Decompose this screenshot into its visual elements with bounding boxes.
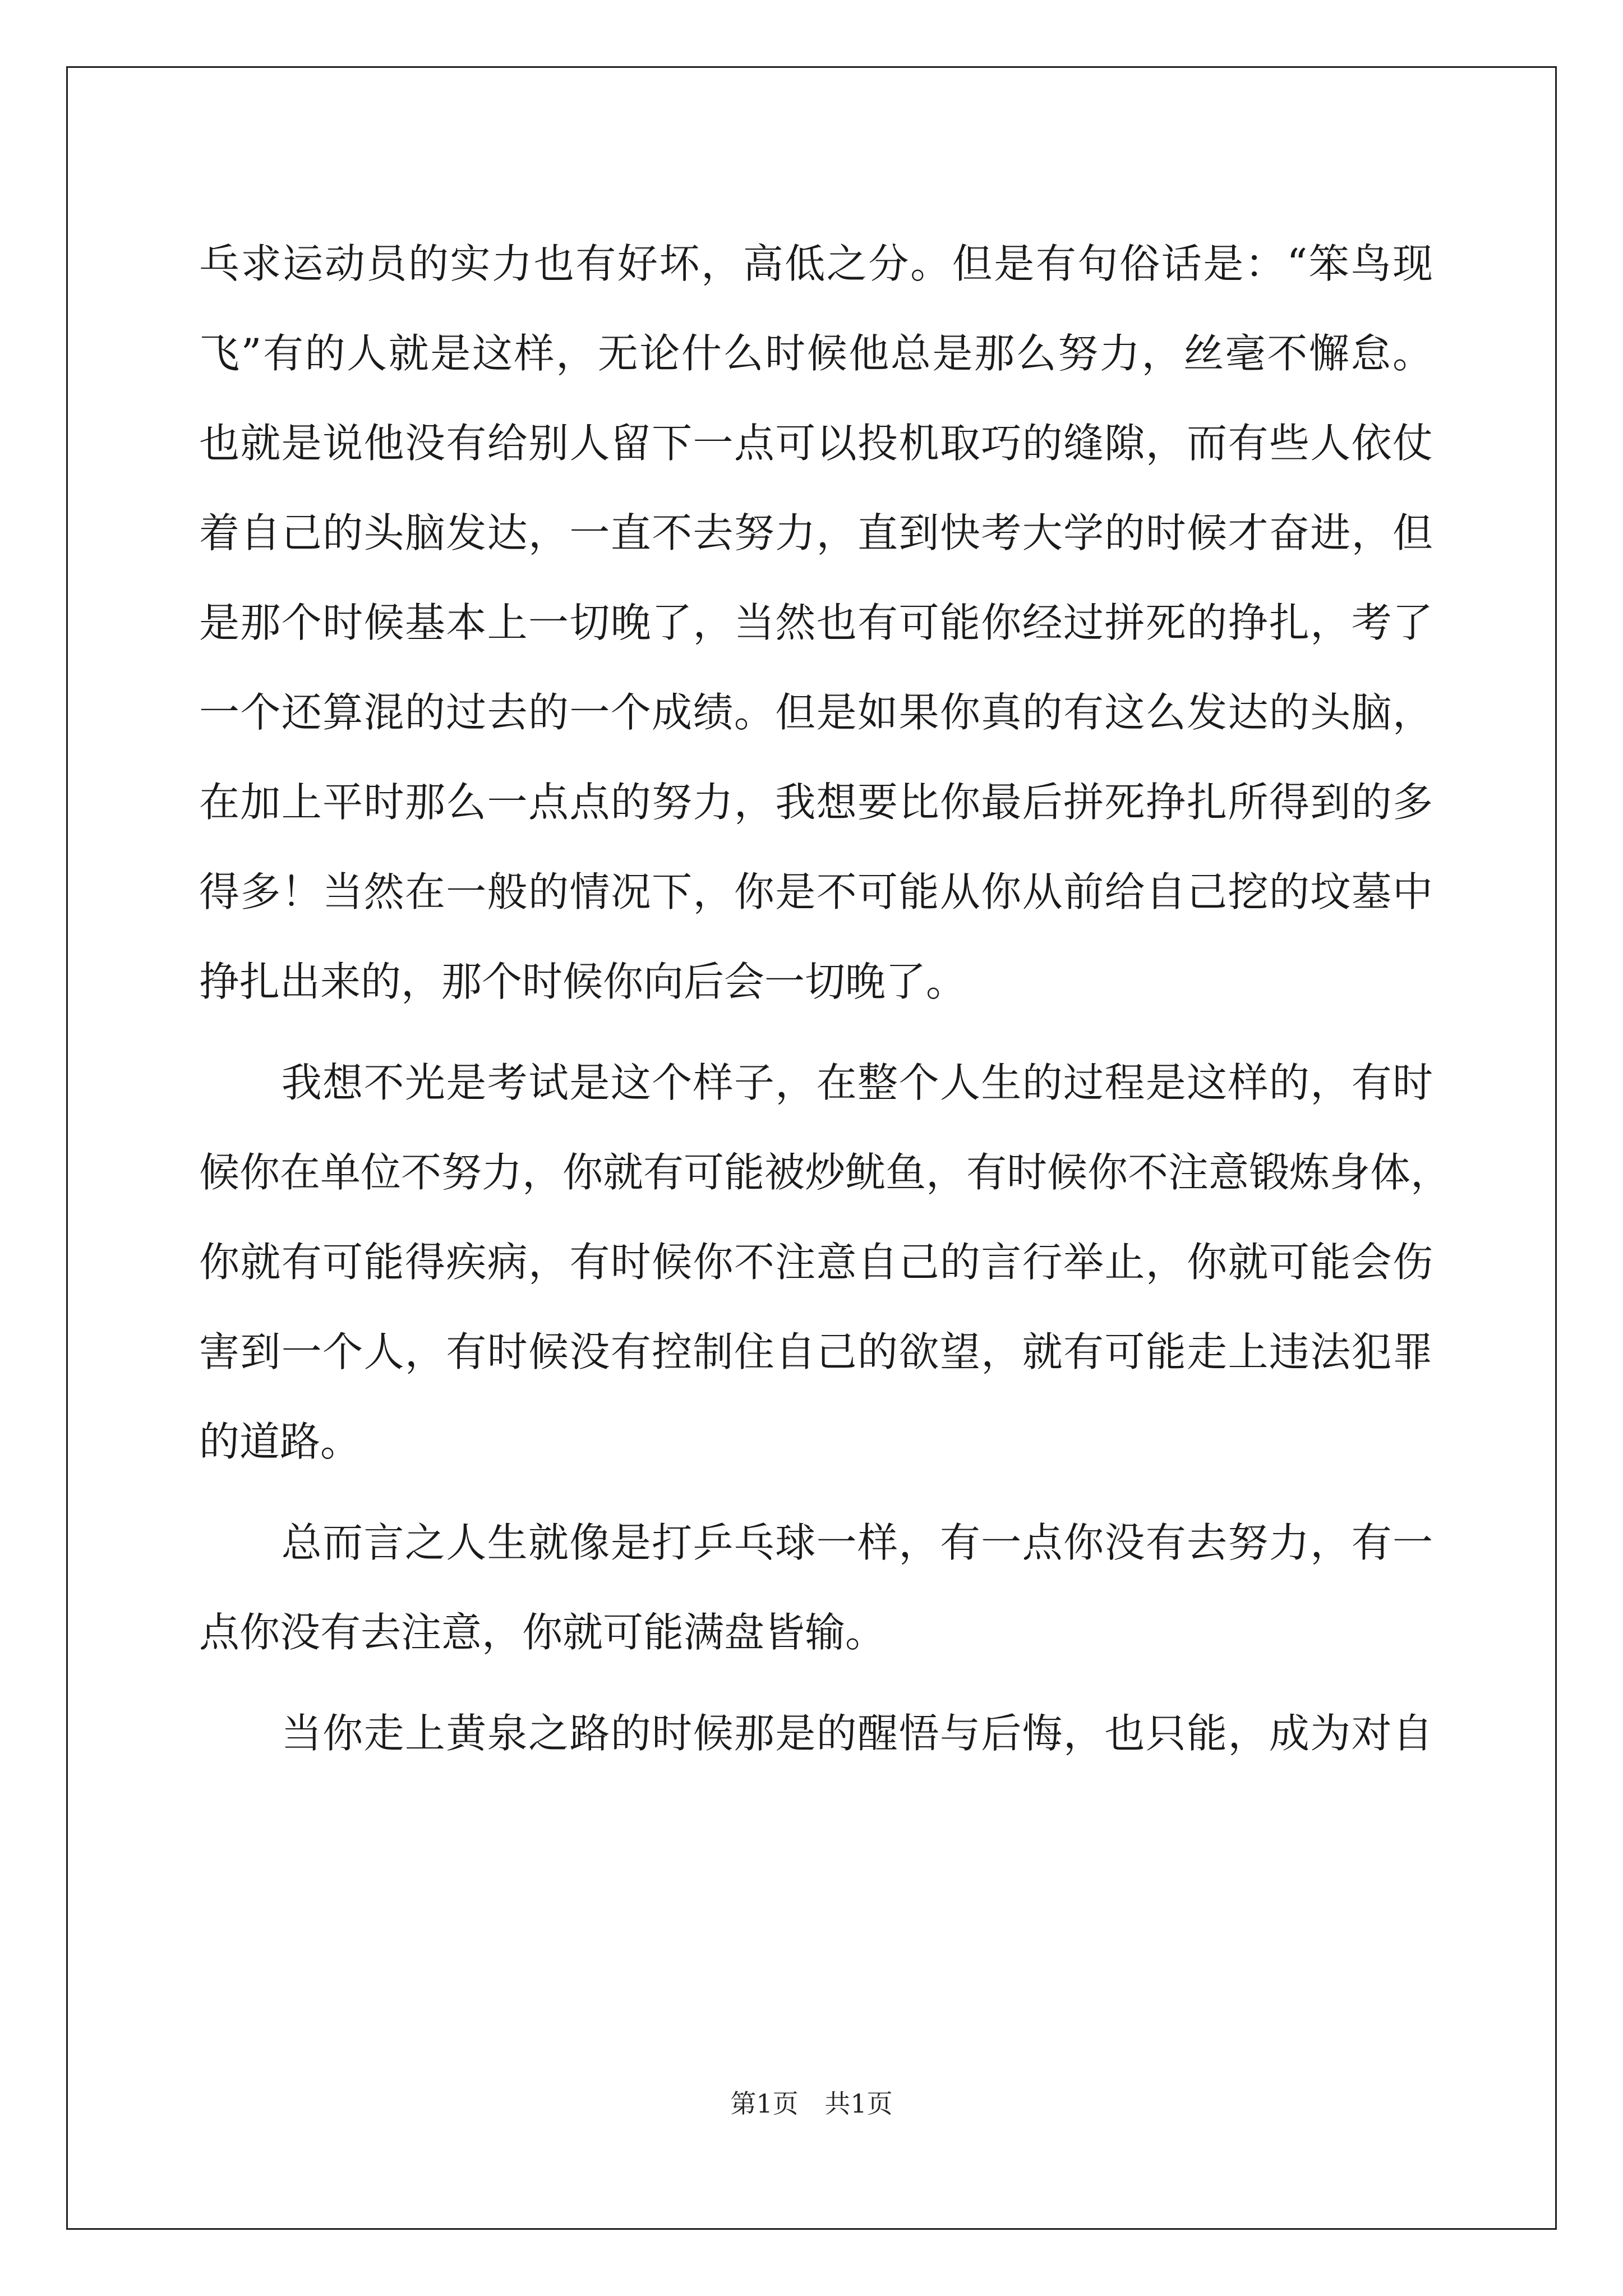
paragraph-gap bbox=[199, 1027, 1433, 1038]
paragraph-gap bbox=[199, 1487, 1433, 1498]
page-footer bbox=[0, 2087, 1623, 2120]
text-line: 也就是说他没有给别人留下一点可以投机取巧的缝隙，而有些人依仗 bbox=[199, 420, 1433, 467]
text-line: 当你走上黄泉之路的时候那是的醒悟与后悔，也只能，成为对自 bbox=[199, 1710, 1433, 1757]
text-line: 的道路。 bbox=[199, 1418, 361, 1465]
page-total: 共1页 bbox=[824, 2088, 893, 2119]
text-line: 点你没有去注意，你就可能满盘皆输。 bbox=[199, 1609, 886, 1656]
text-line: 一个还算混的过去的一个成绩。但是如果你真的有这么发达的头脑， bbox=[199, 689, 1433, 736]
text-line: 乓求运动员的实力也有好坏，高低之分。但是有句俗话是：“笨鸟现 bbox=[199, 240, 1433, 287]
text-line: 是那个时候基本上一切晚了，当然也有可能你经过拼死的挣扎，考了 bbox=[199, 599, 1433, 646]
text-line: 在加上平时那么一点点的努力，我想要比你最后拼死挣扎所得到的多 bbox=[199, 779, 1433, 826]
text-line: 着自己的头脑发达，一直不去努力，直到快考大学的时候才奋进，但 bbox=[199, 509, 1433, 556]
text-line: 我想不光是考试是这个样子，在整个人生的过程是这样的，有时 bbox=[199, 1059, 1433, 1106]
paragraph-3 bbox=[199, 1498, 1433, 1677]
paragraph-gap bbox=[199, 1677, 1433, 1688]
text-line: 你就有可能得疾病，有时候你不注意自己的言行举止，你就可能会伤 bbox=[199, 1239, 1433, 1286]
paragraph-2 bbox=[199, 1038, 1451, 1487]
text-line: 候你在单位不努力，你就有可能被炒鱿鱼，有时候你不注意锻炼身体， bbox=[199, 1149, 1451, 1196]
text-line: 得多！当然在一般的情况下，你是不可能从你从前给自己挖的坟墓中 bbox=[199, 868, 1433, 915]
paragraph-1 bbox=[199, 219, 1433, 1027]
text-line: 挣扎出来的，那个时候你向后会一切晚了。 bbox=[199, 958, 967, 1005]
paragraph-4 bbox=[199, 1688, 1433, 1778]
document-body bbox=[199, 219, 1451, 1778]
page-number: 第1页 bbox=[730, 2088, 799, 2119]
text-line: 总而言之人生就像是打乒乓球一样，有一点你没有去努力，有一 bbox=[199, 1519, 1433, 1566]
text-line: 飞”有的人就是这样，无论什么时候他总是那么努力，丝毫不懈怠。 bbox=[199, 330, 1433, 377]
text-line: 害到一个人，有时候没有控制住自己的欲望，就有可能走上违法犯罪 bbox=[199, 1328, 1433, 1375]
